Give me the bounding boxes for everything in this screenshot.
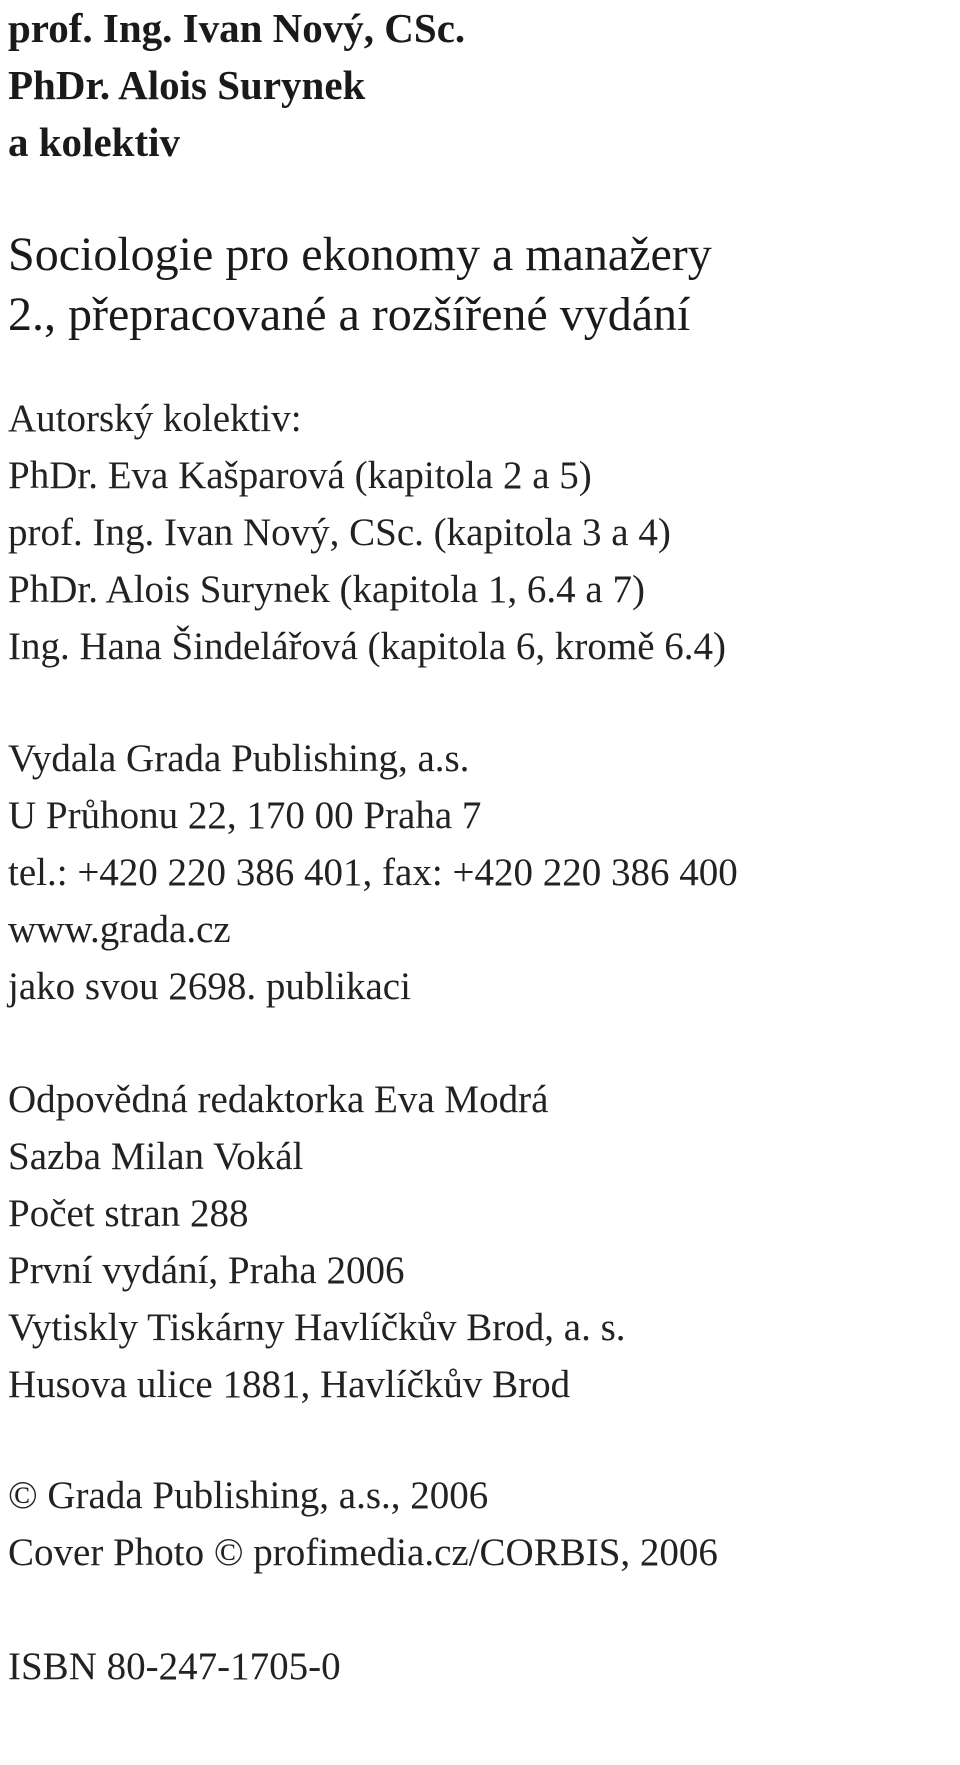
team-member: PhDr. Alois Surynek (kapitola 1, 6.4 a 7) [8,568,645,611]
book-title: Sociologie pro ekonomy a manažery [8,228,712,281]
team-member: PhDr. Eva Kašparová (kapitola 2 a 5) [8,454,592,497]
author-line: prof. Ing. Ivan Nový, CSc. [8,5,466,51]
team-member: prof. Ing. Ivan Nový, CSc. (kapitola 3 a 4) [8,511,671,554]
imprint-page [8,0,948,1695]
publisher-contact: tel.: +420 220 386 401, fax: +420 220 386 400 [8,851,738,894]
isbn-block [8,1638,948,1695]
editor-credit: Odpovědná redaktorka Eva Modrá [8,1078,549,1121]
publisher-web: www.grada.cz [8,908,231,951]
author-line: PhDr. Alois Surynek [8,62,366,108]
cover-photo-copyright: Cover Photo © profimedia.cz/CORBIS, 2006 [8,1531,718,1574]
page-count: Počet stran 288 [8,1192,249,1235]
printer-address: Husova ulice 1881, Havlíčkův Brod [8,1363,571,1406]
isbn-number: ISBN 80-247-1705-0 [8,1645,341,1688]
title-block [8,225,948,345]
first-edition: První vydání, Praha 2006 [8,1249,405,1292]
printer-credit: Vytiskly Tiskárny Havlíčkův Brod, a. s. [8,1306,626,1349]
publisher-name: Vydala Grada Publishing, a.s. [8,737,470,780]
team-member: Ing. Hana Šindelářová (kapitola 6, kromě 6.4) [8,625,727,668]
publisher-copyright: © Grada Publishing, a.s., 2006 [8,1474,489,1517]
publisher-block [8,730,948,1015]
edition-note: 2., přepracované a rozšířené vydání [8,288,691,341]
copyright-block [8,1467,948,1581]
authors-block [8,0,948,171]
author-team-block [8,390,948,675]
publisher-address: U Průhonu 22, 170 00 Praha 7 [8,794,482,837]
team-heading: Autorský kolektiv: [8,397,302,440]
typesetting-credit: Sazba Milan Vokál [8,1135,304,1178]
credits-block [8,1071,948,1413]
publication-number: jako svou 2698. publikaci [8,965,411,1008]
author-line: a kolektiv [8,119,180,165]
